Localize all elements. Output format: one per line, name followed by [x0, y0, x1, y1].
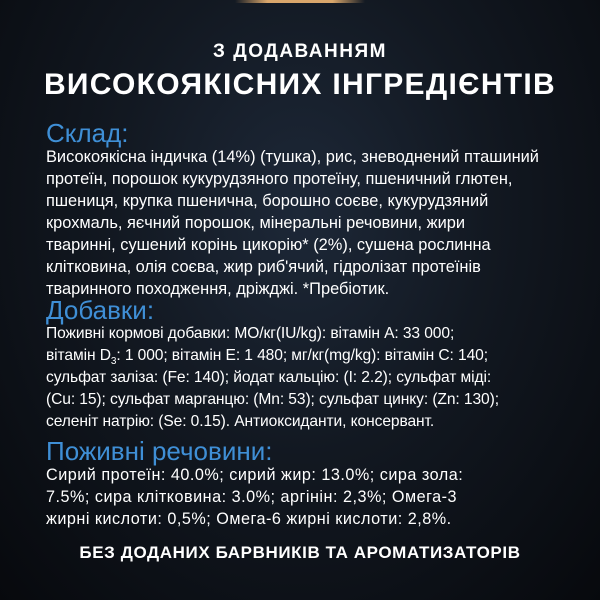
additives-line [46, 345, 576, 367]
nutrients-text [46, 464, 576, 530]
composition-heading: Склад: [46, 118, 129, 148]
additives-section [46, 297, 576, 433]
composition-line: протеїн, порошок кукурудзяного протеїну, пшеничний глютен, [46, 170, 513, 188]
composition-line: тваринного походження, дріжджі. *Пребіотик. [46, 280, 390, 298]
nutrients-line: жирні кислоти: 0,5%; Омега-6 жирні кислоти: 2,8%. [46, 510, 452, 528]
composition-line: клітковина, олія соєва, жир риб'ячий, гідролізат протеїнів [46, 258, 481, 276]
composition-text [46, 146, 576, 300]
nutrients-line: Сирий протеїн: 40.0%; сирий жир: 13.0%; сира зола: [46, 466, 464, 484]
header-subtitle: З ДОДАВАННЯМ [213, 41, 387, 62]
additives-line: Поживні кормові добавки: МО/кг(IU/kg): вітамін А: 33 000; [46, 325, 455, 342]
additives-line-rest: : 1 000; вітамін Е: 1 480; мг/кг(mg/kg): вітамін С: 140; [116, 347, 488, 364]
page-header [0, 40, 600, 104]
composition-line: тваринні, сушений корінь цикорію* (2%), сушена рослинна [46, 236, 491, 254]
header-title: ВИСОКОЯКІСНИХ ІНГРЕДІЄНТІВ [43, 68, 557, 101]
additives-line: селеніт натрію: (Se: 0.15). Антиоксиданти, консервант. [46, 413, 435, 430]
nutrients-section [46, 438, 576, 530]
vitamin-d-label: вітамін D [46, 347, 111, 364]
footer-claim: БЕЗ ДОДАНИХ БАРВНИКІВ ТА АРОМАТИЗАТОРІВ [79, 543, 521, 562]
additives-heading: Добавки: [46, 295, 155, 325]
nutrients-heading: Поживні речовини: [46, 436, 273, 466]
top-gold-divider [235, 0, 365, 3]
composition-line: крохмаль, яєчний порошок, мінеральні речовини, жири [46, 214, 466, 232]
additives-line: (Cu: 15); сульфат марганцю: (Mn: 53); сульфат цинку: (Zn: 130); [46, 391, 499, 408]
composition-line: Високоякісна індичка (14%) (тушка), рис, зневоднений пташиний [46, 148, 539, 166]
nutrients-line: 7.5%; сира клітковина: 3.0%; аргінін: 2,3%; Омега-3 [46, 488, 458, 506]
composition-line: пшениця, крупка пшенична, борошно соєве, кукурудзяний [46, 192, 489, 210]
composition-section [46, 120, 576, 300]
additives-line: сульфат заліза: (Fe: 140); йодат кальцію: (I: 2.2); сульфат міді: [46, 369, 492, 386]
additives-text [46, 323, 576, 433]
vitamin-d-subscript: 3 [110, 356, 117, 368]
